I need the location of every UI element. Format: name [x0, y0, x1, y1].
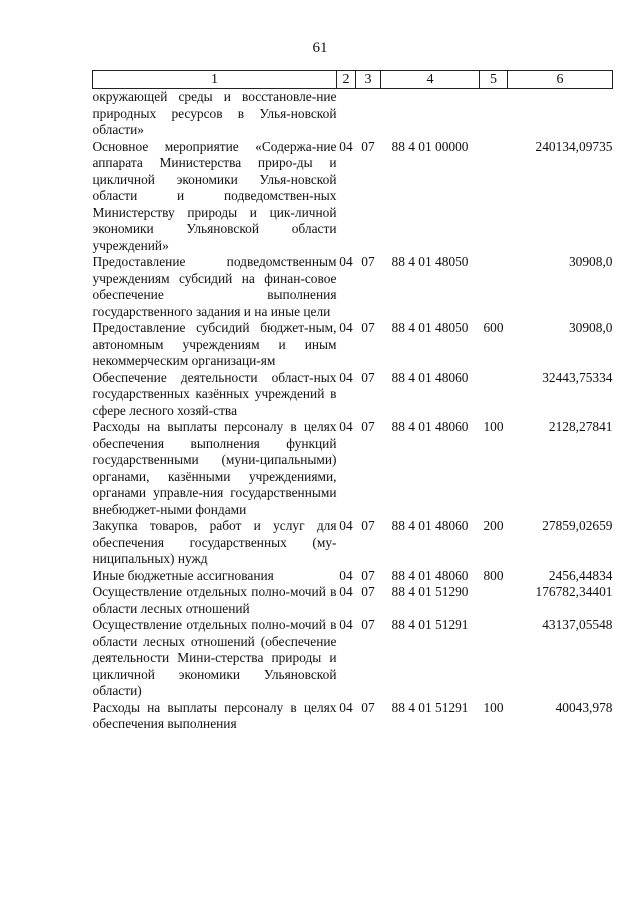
- table-row: [93, 370, 613, 420]
- row-section: [337, 89, 356, 139]
- row-expense-type: 600: [483, 320, 504, 335]
- row-expense-type: 200: [483, 518, 504, 533]
- row-expense-type: 100: [483, 699, 504, 715]
- row-name: Расходы на выплаты персоналу в целях обеспечения выполнения: [92, 699, 337, 731]
- row-subsection: 07: [361, 419, 375, 434]
- row-expense-type: [480, 617, 508, 700]
- row-name: Иные бюджетные ассигнования: [92, 567, 274, 583]
- row-amount: 2128,27841: [548, 419, 613, 434]
- row-expense-type: [480, 139, 508, 255]
- row-section: 04: [339, 617, 353, 632]
- page-number: 61: [312, 40, 328, 56]
- row-amount: 43137,05548: [542, 617, 613, 632]
- row-amount: [508, 89, 613, 139]
- table-row: [93, 518, 613, 568]
- row-name: окружающей среды и восстановле-ние природных ресурсов в Улья-новской области»: [92, 89, 337, 137]
- row-expense-type: [480, 254, 508, 320]
- table-row: [93, 89, 613, 139]
- row-amount: 176782,34401: [535, 584, 613, 599]
- row-target-article: 88 4 01 51291: [391, 699, 469, 715]
- row-target-article: 88 4 01 48060: [391, 518, 469, 533]
- row-amount: 40043,978: [555, 699, 613, 715]
- table-row: [93, 320, 613, 370]
- row-name: Предоставление субсидий бюджет-ным, автономным учреждениям и иным некоммерческим организаци-ям: [92, 320, 337, 368]
- col-header-section: 2: [337, 71, 356, 89]
- col-header-target-article: 4: [381, 71, 480, 89]
- row-amount: 240134,09735: [535, 138, 613, 154]
- row-target-article: 88 4 01 51291: [391, 617, 469, 632]
- table-row: [93, 419, 613, 518]
- row-name: Закупка товаров, работ и услуг для обеспечения государственных (му-ниципальных) нужд: [92, 518, 337, 566]
- table-row: [93, 568, 613, 585]
- col-header-subsection: 3: [356, 71, 381, 89]
- table-row: [93, 584, 613, 617]
- row-subsection: 07: [361, 320, 375, 335]
- budget-table: [92, 70, 613, 733]
- row-subsection: 07: [361, 699, 375, 715]
- table-row: [93, 617, 613, 700]
- row-section: 04: [339, 518, 353, 533]
- row-amount: 30908,0: [568, 320, 613, 335]
- row-expense-type: [480, 89, 508, 139]
- row-target-article: [381, 89, 480, 139]
- row-section: 04: [339, 320, 353, 335]
- row-target-article: 88 4 01 00000: [391, 138, 469, 154]
- row-subsection: 07: [361, 518, 375, 533]
- row-amount: 27859,02659: [542, 518, 613, 533]
- table-row: [93, 254, 613, 320]
- row-subsection: 07: [361, 254, 375, 269]
- row-target-article: 88 4 01 48060: [391, 369, 469, 385]
- row-section: 04: [339, 419, 353, 434]
- row-subsection: [356, 89, 381, 139]
- row-subsection: 07: [361, 584, 375, 599]
- table-row: [93, 139, 613, 255]
- row-name: Расходы на выплаты персоналу в целях обеспечения выполнения функций государственными (муни-ципальными) органами, казёнными учреждениями, органами управле-ния государственными внебюджет-ными фондами: [92, 419, 337, 517]
- row-name: Осуществление отдельных полно-мочий в области лесных отношений: [92, 584, 337, 616]
- row-expense-type: 100: [483, 419, 504, 434]
- row-target-article: 88 4 01 48060: [391, 419, 469, 434]
- row-section: 04: [339, 584, 353, 599]
- row-amount: 30908,0: [568, 254, 613, 269]
- col-header-expense-type: 5: [480, 71, 508, 89]
- row-amount: 32443,75334: [542, 369, 613, 385]
- row-amount: 2456,44834: [548, 567, 613, 583]
- row-name: Предоставление подведомственным учреждениям субсидий на финан-совое обеспечение выполнения государственного задания и на иные цели: [92, 254, 337, 319]
- row-name: Осуществление отдельных полно-мочий в области лесных отношений (обеспечение деятельности Мини-стерства природы и цикличной экономики Ульяновской области): [92, 617, 337, 698]
- row-target-article: 88 4 01 48050: [391, 320, 469, 335]
- row-section: 04: [339, 254, 353, 269]
- row-target-article: 88 4 01 51290: [391, 584, 469, 599]
- row-name: Основное мероприятие «Содержа-ние аппарата Министерства приро-ды и цикличной экономики Улья-новской области и подведомствен-ных Министерству природы и цик-личной экономики Ульяновской области учреждений»: [92, 138, 337, 253]
- row-subsection: 07: [361, 369, 375, 385]
- row-expense-type: [480, 370, 508, 420]
- row-target-article: 88 4 01 48060: [391, 567, 469, 583]
- row-subsection: 07: [361, 138, 375, 154]
- row-target-article: 88 4 01 48050: [391, 254, 469, 269]
- table-row: [93, 700, 613, 733]
- row-section: 04: [339, 567, 353, 583]
- row-expense-type: [480, 584, 508, 617]
- row-subsection: 07: [361, 617, 375, 632]
- col-header-amount: 6: [508, 71, 613, 89]
- row-section: 04: [339, 369, 353, 385]
- row-section: 04: [339, 138, 353, 154]
- row-name: Обеспечение деятельности област-ных государственных казённых учреждений в сфере лесного хозяй-ства: [92, 369, 337, 418]
- row-subsection: 07: [361, 567, 375, 583]
- row-section: 04: [339, 699, 353, 715]
- col-header-name: 1: [93, 71, 337, 89]
- header-row: [93, 71, 613, 89]
- row-expense-type: 800: [483, 567, 504, 583]
